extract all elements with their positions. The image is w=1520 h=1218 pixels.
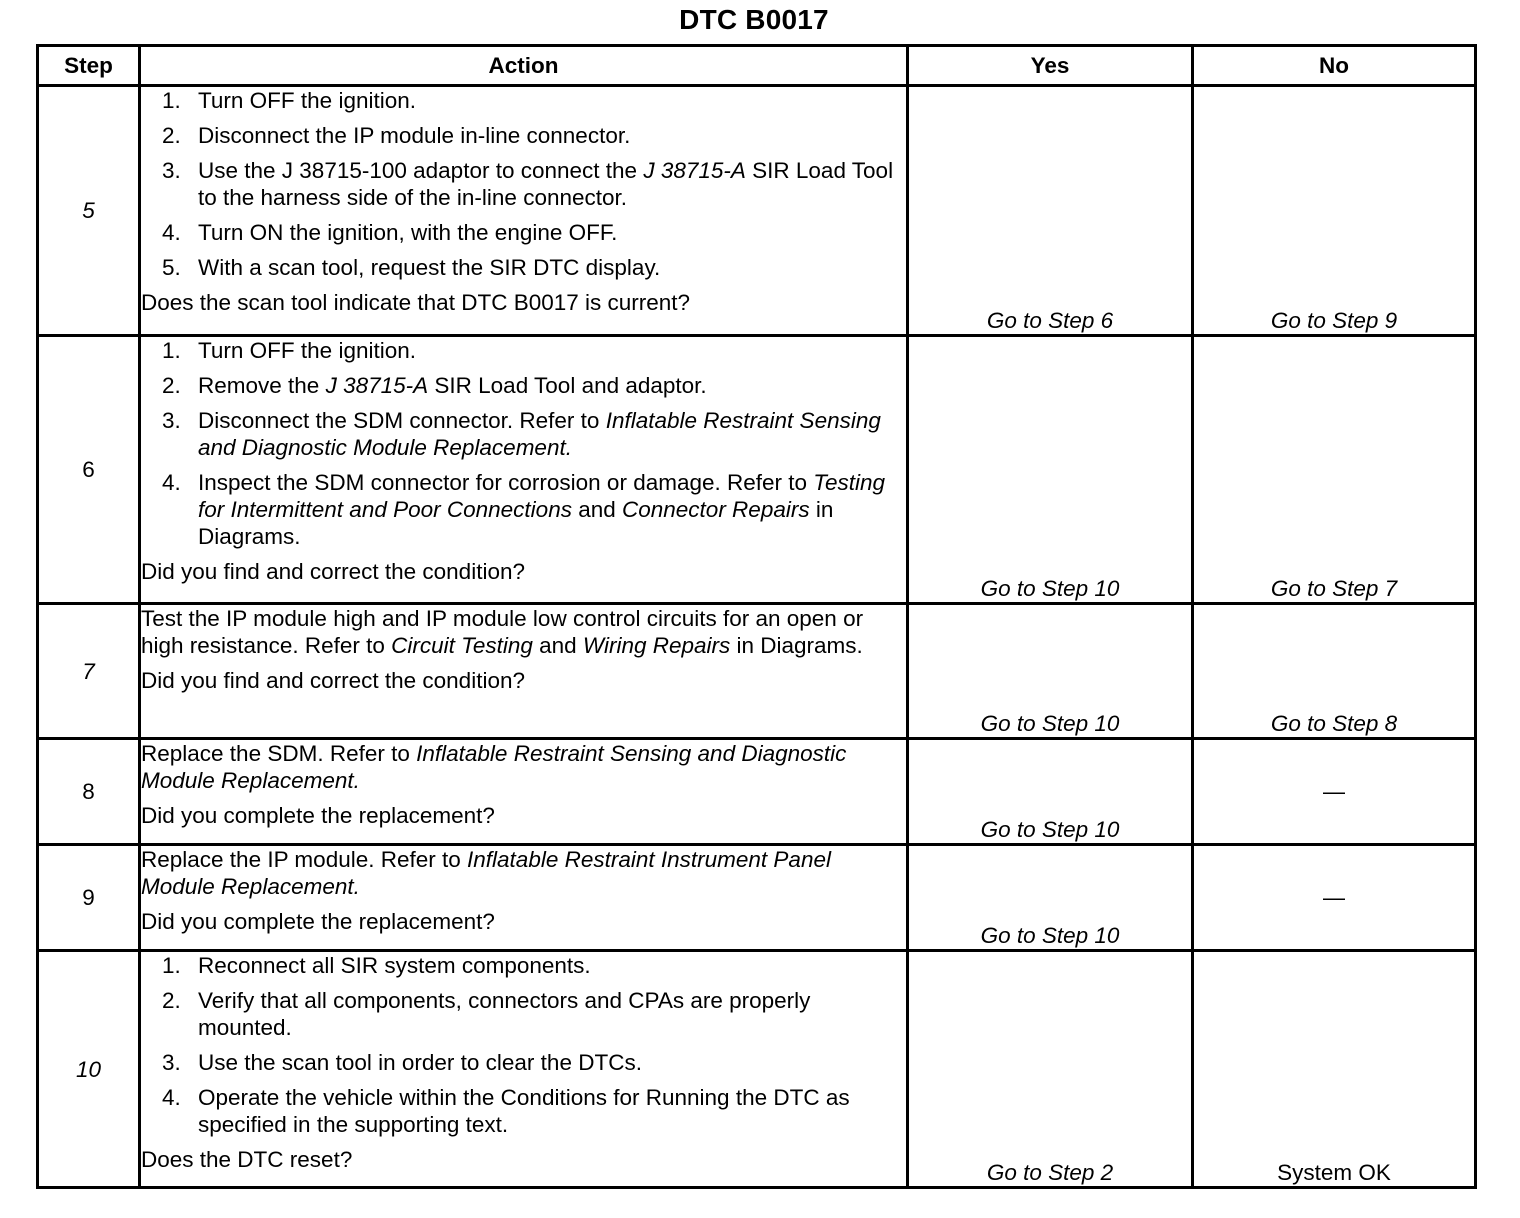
step-number: 5 xyxy=(38,86,140,336)
no-cell xyxy=(1193,86,1476,336)
action-cell xyxy=(140,86,908,336)
no-cell xyxy=(1193,951,1476,1188)
no-cell xyxy=(1193,739,1476,845)
list-item: 3. Use the scan tool in order to clear the DTCs. xyxy=(162,1050,642,1075)
header-step: Step xyxy=(38,46,140,86)
header-yes: Yes xyxy=(908,46,1193,86)
list-item: 4. Operate the vehicle within the Conditions for Running the DTC as specified in the supporting text. xyxy=(162,1085,850,1137)
action-list xyxy=(141,952,906,1138)
list-item: 2. Disconnect the IP module in-line connector. xyxy=(162,123,631,148)
yes-cell xyxy=(908,86,1193,336)
no-result: — xyxy=(1323,885,1345,910)
action-list xyxy=(141,337,906,550)
yes-result: Go to Step 10 xyxy=(980,576,1120,601)
table-row xyxy=(38,604,1476,739)
yes-cell xyxy=(908,739,1193,845)
step-number: 10 xyxy=(38,951,140,1188)
step-number: 9 xyxy=(38,845,140,951)
no-result: — xyxy=(1323,779,1345,804)
list-item: 4. Turn ON the ignition, with the engine OFF. xyxy=(162,220,618,245)
step-number: 8 xyxy=(38,739,140,845)
list-item: 2. Verify that all components, connectors and CPAs are properly mounted. xyxy=(162,988,811,1040)
table-row xyxy=(38,86,1476,336)
yes-result: Go to Step 2 xyxy=(986,1160,1114,1185)
yes-cell xyxy=(908,951,1193,1188)
yes-cell xyxy=(908,604,1193,739)
page-title: DTC B0017 xyxy=(679,4,829,35)
list-item: 3. Use the J 38715-100 adaptor to connect the J 38715-A SIR Load Tool to the harness side of the in-line connector. xyxy=(162,158,894,210)
action-question: Did you find and correct the condition? xyxy=(141,559,525,584)
table-row xyxy=(38,336,1476,604)
no-result: Go to Step 8 xyxy=(1270,711,1398,736)
action-cell xyxy=(140,951,908,1188)
list-item: 1. Reconnect all SIR system components. xyxy=(162,953,591,978)
yes-result: Go to Step 10 xyxy=(980,817,1120,842)
list-item: 1. Turn OFF the ignition. xyxy=(162,88,417,113)
action-question: Did you find and correct the condition? xyxy=(141,668,525,693)
header-no: No xyxy=(1193,46,1476,86)
step-number: 7 xyxy=(38,604,140,739)
yes-result: Go to Step 10 xyxy=(980,711,1120,736)
list-item: 4. Inspect the SDM connector for corrosion or damage. Refer to Testing for Intermittent and Poor Connections and Connector Repairs in Diagrams. xyxy=(162,470,886,549)
list-item: 3. Disconnect the SDM connector. Refer to Inflatable Restraint Sensing and Diagnostic Module Replacement. xyxy=(162,408,881,460)
table-row xyxy=(38,845,1476,951)
action-text: Replace the IP module. Refer to Inflatable Restraint Instrument Panel Module Replacement. xyxy=(141,847,831,899)
list-item: 5. With a scan tool, request the SIR DTC display. xyxy=(162,255,661,280)
action-cell xyxy=(140,604,908,739)
yes-cell xyxy=(908,845,1193,951)
yes-result: Go to Step 6 xyxy=(986,308,1114,333)
no-result: Go to Step 9 xyxy=(1270,308,1398,333)
table-row xyxy=(38,951,1476,1188)
step-number: 6 xyxy=(38,336,140,604)
action-text: Replace the SDM. Refer to Inflatable Restraint Sensing and Diagnostic Module Replacement. xyxy=(141,741,847,793)
list-item: 2. Remove the J 38715-A SIR Load Tool and adaptor. xyxy=(162,373,707,398)
yes-result: Go to Step 10 xyxy=(980,923,1120,948)
action-question: Did you complete the replacement? xyxy=(141,803,495,828)
action-question: Did you complete the replacement? xyxy=(141,909,495,934)
action-text: Test the IP module high and IP module low control circuits for an open or high resistance. Refer to Circuit Testing and Wiring Repairs in Diagrams. xyxy=(141,606,864,658)
diagnostic-table xyxy=(36,44,1477,1189)
yes-cell xyxy=(908,336,1193,604)
list-item: 1. Turn OFF the ignition. xyxy=(162,338,417,363)
no-cell xyxy=(1193,336,1476,604)
action-cell xyxy=(140,336,908,604)
action-cell xyxy=(140,739,908,845)
action-question: Does the DTC reset? xyxy=(141,1147,353,1172)
action-question: Does the scan tool indicate that DTC B0017 is current? xyxy=(141,290,691,315)
table-row xyxy=(38,739,1476,845)
action-cell xyxy=(140,845,908,951)
header-row xyxy=(38,46,1476,86)
header-action: Action xyxy=(140,46,908,86)
no-cell xyxy=(1193,604,1476,739)
no-cell xyxy=(1193,845,1476,951)
no-result: System OK xyxy=(1277,1160,1391,1185)
no-result: Go to Step 7 xyxy=(1270,576,1398,601)
action-list xyxy=(141,87,906,281)
